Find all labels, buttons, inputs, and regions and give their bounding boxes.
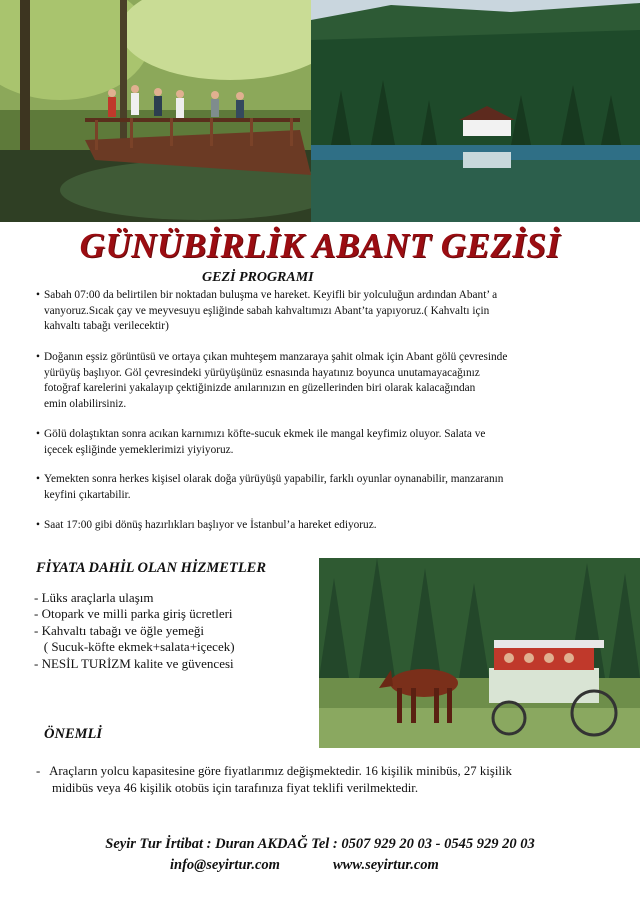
program-item: • Doğanın eşsiz görüntüsü ve ortaya çıkan muhteşem manzaraya şahit olmak için Abant gölü çevresinde yürüyüş başlıyor. Göl çevresindeki yürüyüşünüz esnasında hayatınız boyunca unutamayacağınız fotoğraf karelerini yakalayıp çektiğinizde anılarınızın en güzellerinden biri olarak kalacağından emin olabilirsiniz. [36,351,508,410]
list-item: - Otopark ve milli parka giriş ücretleri [34,606,233,622]
contact-email: info@seyirtur.com [170,857,280,873]
bullet-icon: • [36,473,40,485]
program-item: • Sabah 07:00 da belirtilen bir noktadan buluşma ve hareket. Keyifli bir yolculuğun ardından Abant’ a vanyoruz.Sıcak çay ve meyvesuyu eşliğinde sabah kahvaltımızı Abant’ta yapıyoruz.( Kahvaltı için kahvaltı tabağı verilecektir) [36,289,498,333]
bullet-icon: • [36,428,40,440]
program-heading: GEZİ PROGRAMI [202,270,314,285]
important-heading: ÖNEMLİ [44,726,103,742]
photo-horse-carriage [319,558,640,748]
program-item: • Yemekten sonra herkes kişisel olarak doğa yürüyüşü yapabilir, farklı oyunlar oynanabilir, manzaranın keyfini çıkartabilir. [36,473,504,501]
list-item: - Kahvaltı tabağı ve öğle yemeği [34,622,205,638]
bullet-icon: • [36,519,40,531]
contact-line: Seyir Tur İrtibat : Duran AKDAĞ Tel : 0507 929 20 03 - 0545 929 20 03 [105,836,535,852]
list-item: - Lüks araçlarla ulaşım [34,590,154,605]
page-title: GÜNÜBİRLİK ABANT GEZİSİ [79,226,561,265]
program-item: • Gölü dolaştıktan sonra acıkan karnımızı köfte-sucuk ekmek ile mangal keyfimiz oluyor. Salata ve içecek eşliğinde yemeklerimizi yiyiyoruz. [36,428,486,456]
included-heading: FİYATA DAHİL OLAN HİZMETLER [36,560,267,576]
bullet-icon: • [36,289,40,301]
bullet-icon: • [36,351,40,363]
list-item: - NESİL TURİZM kalite ve güvencesi [34,655,234,671]
list-item: ( Sucuk-köfte ekmek+salata+içecek) [34,639,235,655]
important-note: - Araçların yolcu kapasitesine göre fiyatlarımız değişmektedir. 16 kişilik minibüs, 27 kişilik midibüs veya 46 kişilik otobüs için tarafınıza fiyat teklifi verilmektedir. [36,764,512,795]
photo-abant-lake [311,0,640,222]
photo-forest-pier [0,0,311,222]
contact-website: www.seyirtur.com [333,857,439,873]
included-list [34,590,235,672]
program-item: • Saat 17:00 gibi dönüş hazırlıkları başlıyor ve İstanbul’a hareket ediyoruz. [36,518,611,534]
